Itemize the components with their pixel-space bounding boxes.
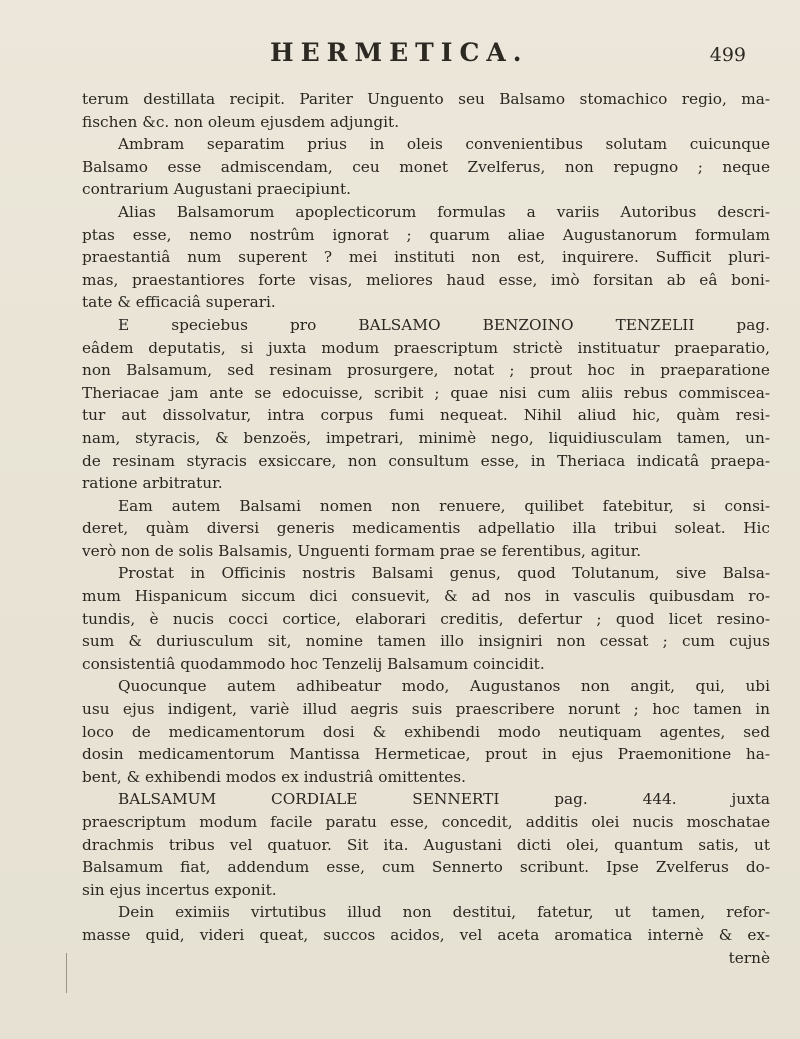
text-line: Quocunque autem adhibeatur modo, Augustanos non angit, qui, ubi <box>118 677 770 696</box>
text-line: usu ejus indigent, variè illud aegris suis praescribere norunt ; hoc tamen in <box>82 700 770 719</box>
text-line: Alias Balsamorum apoplecticorum formulas a variis Autoribus descri- <box>118 202 770 221</box>
text-line: tur aut dissolvatur, intra corpus fumi nequeat. Nihil aliud hic, quàm resi- <box>82 406 770 425</box>
body-text <box>82 88 770 969</box>
text-line: Eam autem Balsami nomen non renuere, quilibet fatebitur, si consi- <box>118 496 770 515</box>
catchword: ternè <box>728 948 770 967</box>
text-line: de resinam styracis exsiccare, non consultum esse, in Theriaca indicatâ praepa- <box>82 451 770 470</box>
text-line: dosin medicamentorum Mantissa Hermeticae, prout in ejus Praemonitione ha- <box>82 745 770 764</box>
running-title: HERMETICA. <box>270 38 529 67</box>
text-line: consistentiâ quodammodo hoc Tenzelij Balsamum coincidit. <box>82 654 545 673</box>
text-line: sum & duriusculum sit, nomine tamen illo insigniri non cessat ; cum cujus <box>82 632 770 651</box>
text-line: ptas esse, nemo nostrûm ignorat ; quarum aliae Augustanorum formulam <box>82 225 770 244</box>
margin-rule <box>66 953 67 993</box>
text-line: Balsamo esse admiscendam, ceu monet Zvelferus, non repugno ; neque <box>82 157 770 176</box>
text-line: contrarium Augustani praecipiunt. <box>82 180 352 199</box>
text-line: sin ejus incertus exponit. <box>82 880 277 899</box>
text-line: terum destillata recipit. Pariter Unguento seu Balsamo stomachico regio, ma- <box>82 90 770 108</box>
text-line: fischen &c. non oleum ejusdem adjungit. <box>82 112 400 131</box>
text-line: deret, quàm diversi generis medicamentis adpellatio illa tribui soleat. Hic <box>82 519 770 538</box>
text-line: Balsamum fiat, addendum esse, cum Sennerto scribunt. Ipse Zvelferus do- <box>82 858 770 877</box>
text-line: masse quid, videri queat, succos acidos, vel aceta aromatica internè & ex- <box>82 925 770 944</box>
page-number: 499 <box>709 44 746 66</box>
text-line: nam, styracis, & benzoës, impetrari, minimè nego, liquidiusculam tamen, un- <box>82 428 770 447</box>
text-line: mas, praestantiores forte visas, meliores haud esse, imò forsitan ab eâ boni- <box>82 270 770 289</box>
text-line: tate & efficaciâ superari. <box>82 293 276 312</box>
text-line: Prostat in Officinis nostris Balsami genus, quod Tolutanum, sive Balsa- <box>118 564 770 583</box>
text-line: loco de medicamentorum dosi & exhibendi modo neutiquam agentes, sed <box>82 722 770 741</box>
text-line: non Balsamum, sed resinam prosurgere, notat ; prout hoc in praeparatione <box>82 361 770 380</box>
text-line: E speciebus pro BALSAMO BENZOINO TENZELII pag. <box>118 315 770 334</box>
text-line: bent, & exhibendi modos ex industriâ omittentes. <box>82 767 466 786</box>
text-line: verò non de solis Balsamis, Unguenti formam prae se ferentibus, agitur. <box>82 541 642 560</box>
text-line: Ambram separatim prius in oleis convenientibus solutam cuicunque <box>118 135 770 154</box>
text-line: mum Hispanicum siccum dici consuevit, & ad nos in vasculis quibusdam ro- <box>82 587 770 606</box>
text-line: tundis, è nucis cocci cortice, elaborari creditis, defertur ; quod licet resino- <box>82 609 770 628</box>
text-line: drachmis tribus vel quatuor. Sit ita. Augustani dicti olei, quantum satis, ut <box>82 835 770 854</box>
text-line: Dein eximiis virtutibus illud non destitui, fatetur, ut tamen, refor- <box>118 903 770 922</box>
text-line: ratione arbitratur. <box>82 474 223 493</box>
text-line: Theriacae jam ante se edocuisse, scribit ; quae nisi cum aliis rebus commiscea- <box>82 383 770 402</box>
text-line: eâdem deputatis, si juxta modum praescriptum strictè instituatur praeparatio, <box>82 338 770 357</box>
text-line: praestantiâ num superent ? mei instituti non est, inquirere. Sufficit pluri- <box>82 248 770 267</box>
page-header <box>60 38 760 78</box>
text-line: BALSAMUM CORDIALE SENNERTI pag. 444. juxta <box>118 790 770 809</box>
text-line: praescriptum modum facile paratu esse, concedit, additis olei nucis moschatae <box>82 813 770 831</box>
